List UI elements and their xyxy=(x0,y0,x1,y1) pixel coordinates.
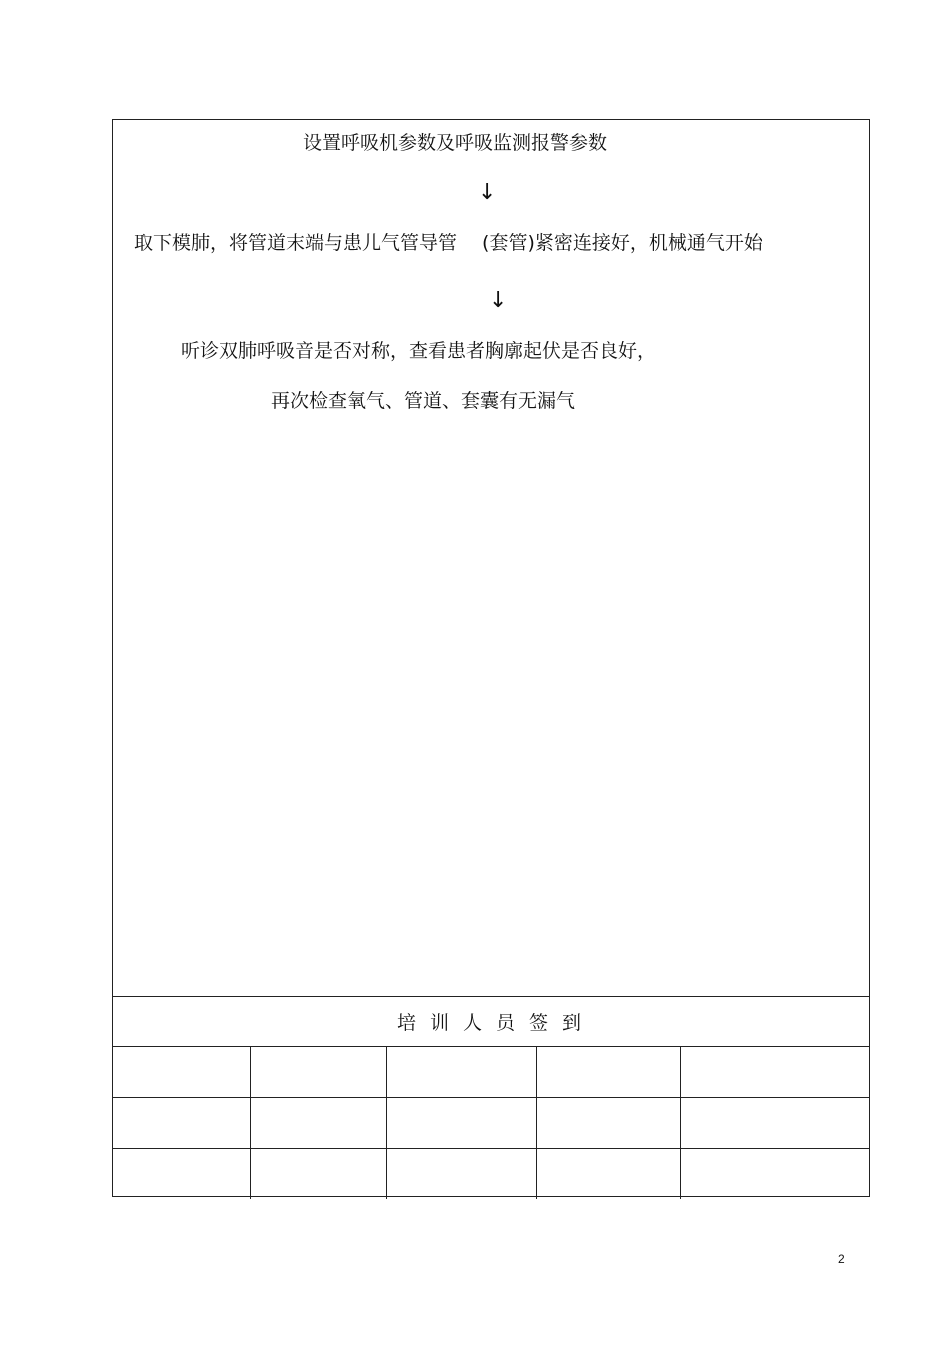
signin-cell[interactable] xyxy=(113,1098,250,1149)
flow-content-area xyxy=(113,120,869,997)
page-number: 2 xyxy=(838,1252,845,1266)
flow-step-2: 取下模肺，将管道末端与患儿气管导管 (套管)紧密连接好，机械通气开始 xyxy=(134,232,763,254)
signin-cell[interactable] xyxy=(250,1047,386,1098)
table-row xyxy=(113,1098,869,1149)
signin-cell[interactable] xyxy=(250,1098,386,1149)
signin-cell[interactable] xyxy=(113,1149,250,1200)
flow-arrow-1: ↓ xyxy=(478,180,497,205)
signin-table xyxy=(113,1047,869,1199)
signin-title: 培训人员签到 xyxy=(113,997,869,1047)
signin-cell[interactable] xyxy=(386,1098,536,1149)
signin-cell[interactable] xyxy=(536,1149,680,1200)
flow-arrow-2: ↓ xyxy=(489,288,508,313)
signin-cell[interactable] xyxy=(386,1149,536,1200)
signin-cell[interactable] xyxy=(680,1098,869,1149)
table-row xyxy=(113,1149,869,1200)
flow-step-3a: 听诊双肺呼吸音是否对称，查看患者胸廓起伏是否良好， xyxy=(181,340,657,362)
signin-cell[interactable] xyxy=(536,1047,680,1098)
document-frame xyxy=(112,119,870,1197)
signin-cell[interactable] xyxy=(536,1098,680,1149)
flow-step-3b: 再次检查氧气、管道、套囊有无漏气 xyxy=(271,390,576,412)
signin-cell[interactable] xyxy=(680,1047,869,1098)
signin-cell[interactable] xyxy=(680,1149,869,1200)
signin-cell[interactable] xyxy=(113,1047,250,1098)
signin-cell[interactable] xyxy=(250,1149,386,1200)
signin-cell[interactable] xyxy=(386,1047,536,1098)
flow-step-1: 设置呼吸机参数及呼吸监测报警参数 xyxy=(303,132,608,154)
table-row xyxy=(113,1047,869,1098)
